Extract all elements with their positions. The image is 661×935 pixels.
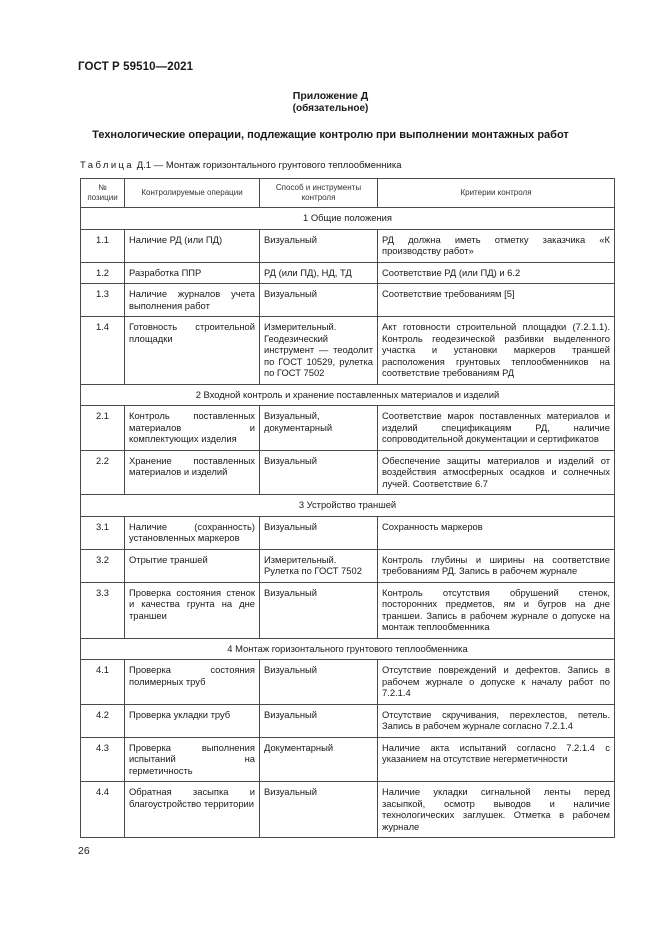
position-number: 4.4	[81, 782, 125, 838]
method-cell: Визуальный	[260, 229, 378, 262]
position-number: 3.1	[81, 516, 125, 549]
section-title: 3 Устройство траншей	[81, 495, 615, 517]
table-row	[81, 450, 615, 495]
table-body	[81, 208, 615, 838]
column-header-num: № позиции	[81, 179, 125, 208]
section-row	[81, 638, 615, 660]
position-number: 2.1	[81, 406, 125, 451]
section-row	[81, 208, 615, 230]
criteria-cell: Отсутствие повреждений и дефектов. Запись в рабочем журнале о допуске к началу работ по 7.2.1.4	[378, 660, 615, 705]
operation-cell: Наличие (сохранность) установленных маркеров	[125, 516, 260, 549]
section-title: 4 Монтаж горизонтального грунтового теплообменника	[81, 638, 615, 660]
table-row	[81, 516, 615, 549]
criteria-cell: Соответствие марок поставленных материалов и изделий спецификациям РД, наличие сопроводительной документации и сертификатов	[378, 406, 615, 451]
position-number: 3.3	[81, 582, 125, 638]
method-cell: Визуальный, документарный	[260, 406, 378, 451]
operation-cell: Отрытие траншей	[125, 549, 260, 582]
method-cell: Документарный	[260, 737, 378, 782]
operation-cell: Наличие РД (или ПД)	[125, 229, 260, 262]
criteria-cell: Соответствие требованиям [5]	[378, 284, 615, 317]
operation-cell: Хранение поставленных материалов и изделий	[125, 450, 260, 495]
table-caption-text: Д.1 — Монтаж горизонтального грунтового теплообменника	[134, 160, 402, 171]
criteria-cell: Наличие укладки сигнальной ленты перед засыпкой, осмотр выводов и наличие технологических заглушек. Отметка в рабочем журнале	[378, 782, 615, 838]
criteria-cell: РД должна иметь отметку заказчика «К производству работ»	[378, 229, 615, 262]
method-cell: Визуальный	[260, 516, 378, 549]
method-cell: Визуальный	[260, 704, 378, 737]
operation-cell: Наличие журналов учета выполнения работ	[125, 284, 260, 317]
table-row	[81, 582, 615, 638]
table-row	[81, 284, 615, 317]
operation-cell: Проверка выполнения испытаний на герметичность	[125, 737, 260, 782]
table-row	[81, 737, 615, 782]
criteria-cell: Контроль глубины и ширины на соответствие требованиям РД. Запись в рабочем журнале	[378, 549, 615, 582]
table-row	[81, 549, 615, 582]
standard-header: ГОСТ Р 59510—2021	[78, 61, 194, 73]
method-cell: Визуальный	[260, 660, 378, 705]
operation-cell: Разработка ППР	[125, 262, 260, 284]
criteria-cell: Наличие акта испытаний согласно 7.2.1.4 с указанием на отсутствие негерметичности	[378, 737, 615, 782]
appendix-heading: Технологические операции, подлежащие контролю при выполнении монтажных работ	[92, 129, 569, 141]
column-header-operations: Контролируемые операции	[125, 179, 260, 208]
section-row	[81, 384, 615, 406]
criteria-cell: Обеспечение защиты материалов и изделий от воздействия атмосферных осадков и солнечных лучей. Соответствие 6.7	[378, 450, 615, 495]
column-header-criteria: Критерии контроля	[378, 179, 615, 208]
method-cell: Визуальный	[260, 450, 378, 495]
table-row	[81, 406, 615, 451]
criteria-cell: Акт готовности строительной площадки (7.2.1.1). Контроль геодезической разбивки выделенного участка и установки маркеров траншей расположения грунтовых теплообменников на соответствие требованиям РД	[378, 317, 615, 385]
table-row	[81, 704, 615, 737]
operation-cell: Обратная засыпка и благоустройство территории	[125, 782, 260, 838]
position-number: 2.2	[81, 450, 125, 495]
criteria-cell: Отсутствие скручивания, перехлестов, петель. Запись в рабочем журнале согласно 7.2.1.4	[378, 704, 615, 737]
section-title: 1 Общие положения	[81, 208, 615, 230]
position-number: 4.2	[81, 704, 125, 737]
table-header-row	[81, 179, 615, 208]
criteria-cell: Контроль отсутствия обрушений стенок, посторонних предметов, ям и бугров на дне траншеи. Запись в рабочем журнале о допуске на монтаж теплообменника	[378, 582, 615, 638]
method-cell: Измерительный. Рулетка по ГОСТ 7502	[260, 549, 378, 582]
control-table	[80, 178, 615, 838]
table-caption	[80, 160, 402, 171]
operation-cell: Проверка состояния стенок и качества грунта на дне траншеи	[125, 582, 260, 638]
table-caption-prefix: Таблица	[80, 160, 135, 171]
table-row	[81, 660, 615, 705]
operation-cell: Проверка укладки труб	[125, 704, 260, 737]
method-cell: Визуальный	[260, 284, 378, 317]
criteria-cell: Сохранность маркеров	[378, 516, 615, 549]
position-number: 1.3	[81, 284, 125, 317]
section-row	[81, 495, 615, 517]
table-row	[81, 262, 615, 284]
appendix-subtitle: (обязательное)	[292, 103, 369, 114]
position-number: 1.2	[81, 262, 125, 284]
column-header-methods: Способ и инструменты контроля	[260, 179, 378, 208]
method-cell: РД (или ПД), НД, ТД	[260, 262, 378, 284]
position-number: 1.1	[81, 229, 125, 262]
method-cell: Визуальный	[260, 782, 378, 838]
position-number: 4.3	[81, 737, 125, 782]
position-number: 1.4	[81, 317, 125, 385]
method-cell: Измерительный. Геодезический инструмент — теодолит по ГОСТ 10529, рулетка по ГОСТ 7502	[260, 317, 378, 385]
operation-cell: Проверка состояния полимерных труб	[125, 660, 260, 705]
operation-cell: Контроль поставленных материалов и комплектующих изделия	[125, 406, 260, 451]
operation-cell: Готовность строительной площадки	[125, 317, 260, 385]
appendix-title: Приложение Д	[292, 90, 369, 102]
position-number: 3.2	[81, 549, 125, 582]
position-number: 4.1	[81, 660, 125, 705]
table-row	[81, 229, 615, 262]
method-cell: Визуальный	[260, 582, 378, 638]
criteria-cell: Соответствие РД (или ПД) и 6.2	[378, 262, 615, 284]
page-number: 26	[78, 845, 90, 857]
section-title: 2 Входной контроль и хранение поставленных материалов и изделий	[81, 384, 615, 406]
table-row	[81, 317, 615, 385]
table-row	[81, 782, 615, 838]
